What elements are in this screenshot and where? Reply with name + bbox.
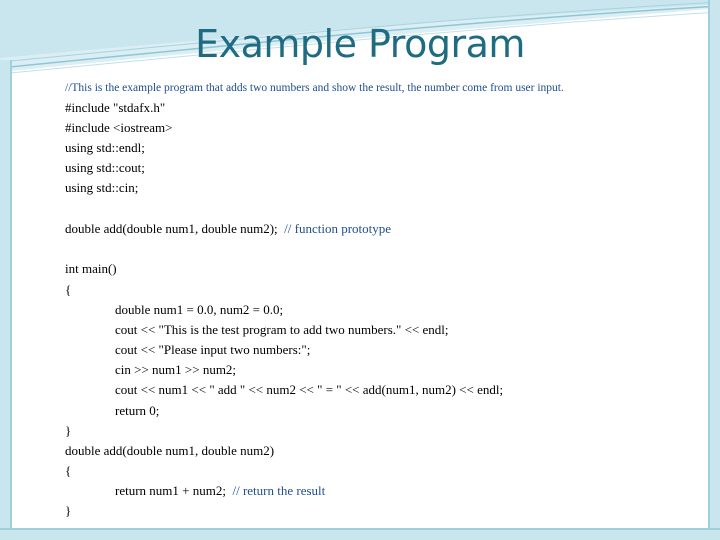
- code-text: return num1 + num2;: [115, 483, 233, 498]
- code-line: [115, 481, 325, 501]
- code-text: double add(double num1, double num2);: [65, 221, 285, 236]
- code-line: double add(double num1, double num2): [65, 443, 275, 458]
- code-line: cout << "This is the test program to add two numbers." << endl;: [115, 322, 449, 337]
- inline-comment: // return the result: [232, 483, 326, 498]
- code-line: }: [65, 503, 72, 518]
- code-line: {: [65, 463, 72, 478]
- code-line: [65, 219, 391, 239]
- code-line: cin >> num1 >> num2;: [115, 362, 237, 377]
- code-line: using std::cin;: [65, 180, 139, 195]
- code-line: using std::cout;: [65, 160, 145, 175]
- code-line: #include "stdafx.h": [65, 100, 166, 115]
- code-line: cout << "Please input two numbers:";: [115, 342, 311, 357]
- code-line: int main(): [65, 261, 117, 276]
- code-line: using std::endl;: [65, 140, 145, 155]
- code-line: return 0;: [115, 403, 160, 418]
- code-block: [65, 0, 705, 518]
- page-title: Example Program: [195, 22, 525, 66]
- inline-comment: // function prototype: [284, 221, 392, 236]
- code-line: double num1 = 0.0, num2 = 0.0;: [115, 302, 284, 317]
- code-line: #include <iostream>: [65, 120, 173, 135]
- code-line: cout << num1 << " add " << num2 << " = " << add(num1, num2) << endl;: [115, 382, 504, 397]
- code-line: {: [65, 282, 72, 297]
- code-line: }: [65, 423, 72, 438]
- header-comment: //This is the example program that adds two numbers and show the result, the number come from user input.: [65, 82, 564, 94]
